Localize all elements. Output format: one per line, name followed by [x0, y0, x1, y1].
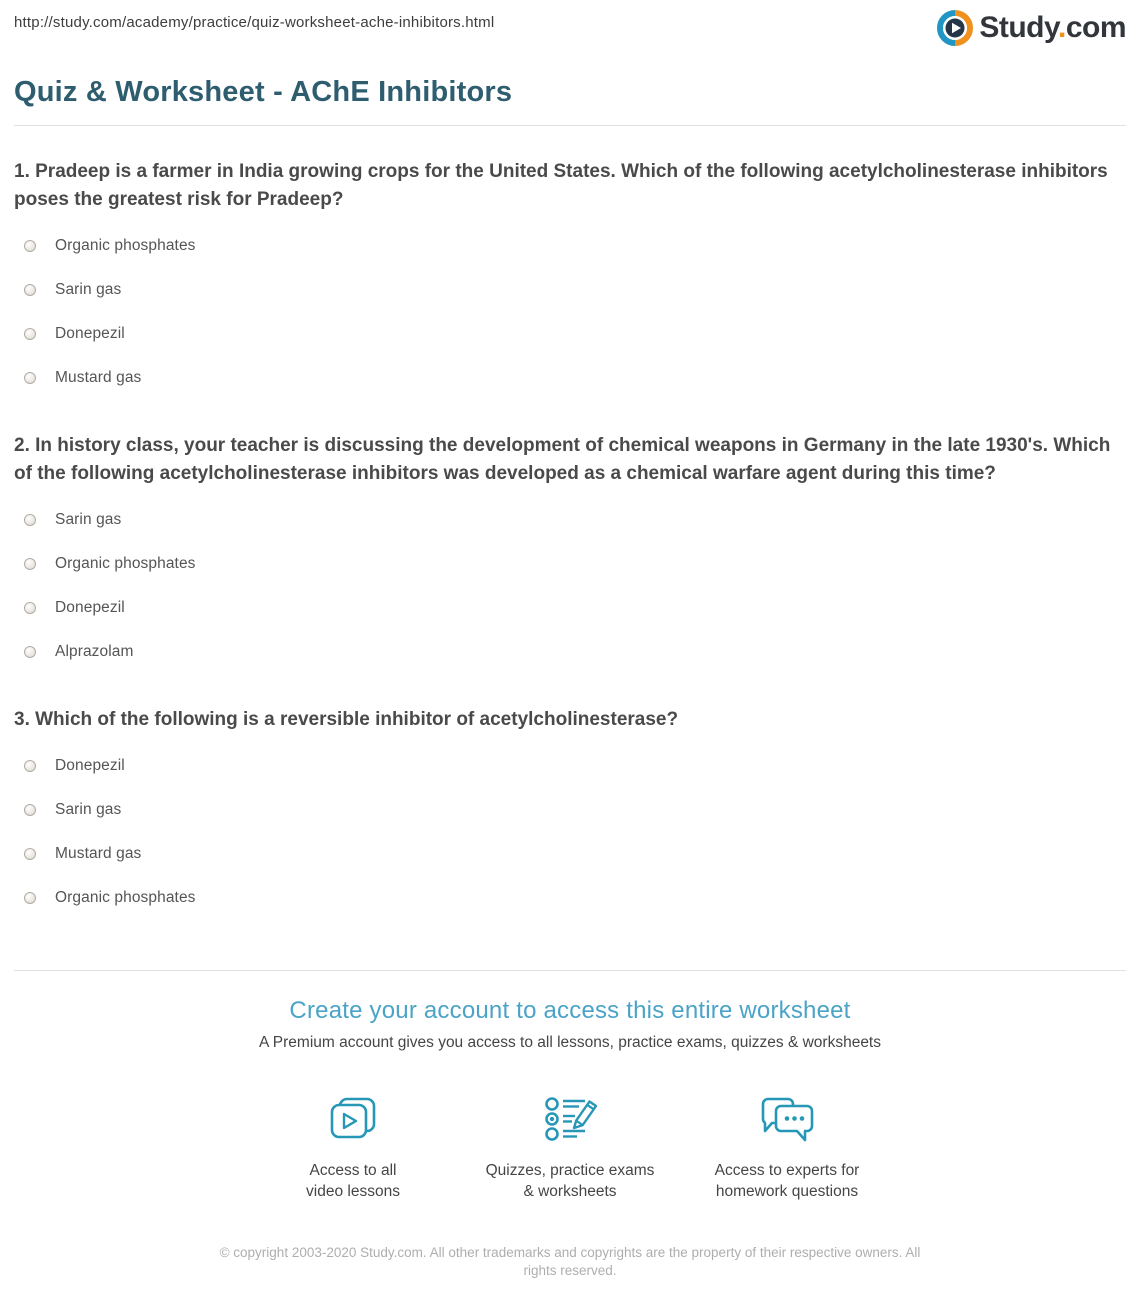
- quizzes-worksheets-icon: [541, 1090, 599, 1148]
- question-1: [14, 158, 1126, 400]
- question-3-options: [14, 744, 1126, 920]
- radio-button[interactable]: [24, 760, 36, 772]
- option-label[interactable]: Organic phosphates: [55, 555, 196, 572]
- question-3-text: 3. Which of the following is a reversible inhibitor of acetylcholinesterase?: [14, 709, 679, 730]
- option-label[interactable]: Organic phosphates: [55, 889, 196, 906]
- feature-label: Quizzes, practice exams & worksheets: [485, 1162, 655, 1200]
- copyright-text: © copyright 2003-2020 Study.com. All other trademarks and copyrights are the property of their respective owners. All rights reserved.: [219, 1245, 921, 1278]
- option-label[interactable]: Sarin gas: [55, 801, 122, 818]
- question-2-options: [14, 498, 1126, 674]
- option-row[interactable]: [14, 224, 1126, 268]
- option-row[interactable]: [14, 876, 1126, 920]
- question-1-text: 1. Pradeep is a farmer in India growing crops for the United States. Which of the following acetylcholinesterase inhibitors poses the greatest risk for Pradeep?: [14, 161, 1108, 210]
- question-2: [14, 432, 1126, 674]
- question-3: [14, 706, 1126, 920]
- option-row[interactable]: [14, 832, 1126, 876]
- title-divider: [14, 125, 1126, 126]
- radio-button[interactable]: [24, 892, 36, 904]
- feature-label: Access to all video lessons: [306, 1162, 400, 1200]
- question-1-options: [14, 224, 1126, 400]
- signup-divider: [14, 970, 1126, 971]
- radio-button[interactable]: [24, 646, 36, 658]
- option-label[interactable]: Mustard gas: [55, 845, 142, 862]
- feature-video-lessons: [245, 1090, 462, 1202]
- question-2-text: 2. In history class, your teacher is discussing the development of chemical weapons in Germany in the late 1930's. Which of the following acetylcholinesterase inhibitors was developed as a chemical warfare agent during this time?: [14, 435, 1111, 484]
- studycom-logo[interactable]: [937, 10, 1126, 46]
- option-row[interactable]: [14, 788, 1126, 832]
- radio-button[interactable]: [24, 284, 36, 296]
- feature-quizzes-worksheets: [462, 1090, 679, 1202]
- studycom-logo-icon: [937, 10, 973, 46]
- option-row[interactable]: [14, 498, 1126, 542]
- option-row[interactable]: [14, 744, 1126, 788]
- features-row: [14, 1090, 1126, 1202]
- option-label[interactable]: Mustard gas: [55, 369, 142, 386]
- option-label[interactable]: Alprazolam: [55, 643, 134, 660]
- radio-button[interactable]: [24, 804, 36, 816]
- video-lessons-icon: [325, 1090, 381, 1148]
- option-row[interactable]: [14, 312, 1126, 356]
- page-title: Quiz & Worksheet - AChE Inhibitors: [14, 76, 513, 108]
- option-label[interactable]: Donepezil: [55, 325, 125, 342]
- studycom-logo-text: Study.com: [979, 11, 1126, 44]
- page-url: http://study.com/academy/practice/quiz-worksheet-ache-inhibitors.html: [14, 14, 495, 31]
- radio-button[interactable]: [24, 602, 36, 614]
- option-label[interactable]: Sarin gas: [55, 281, 122, 298]
- option-label[interactable]: Donepezil: [55, 757, 125, 774]
- experts-chat-icon: [756, 1090, 818, 1148]
- option-label[interactable]: Organic phosphates: [55, 237, 196, 254]
- footer: [14, 1244, 1126, 1308]
- feature-label: Access to experts for homework questions: [714, 1162, 860, 1200]
- signup-subheading: A Premium account gives you access to all lessons, practice exams, quizzes & worksheets: [259, 1034, 881, 1051]
- option-row[interactable]: [14, 630, 1126, 674]
- radio-button[interactable]: [24, 372, 36, 384]
- radio-button[interactable]: [24, 558, 36, 570]
- header: [14, 0, 1126, 46]
- radio-button[interactable]: [24, 848, 36, 860]
- option-label[interactable]: Donepezil: [55, 599, 125, 616]
- option-row[interactable]: [14, 586, 1126, 630]
- signup-section: [14, 997, 1126, 1202]
- radio-button[interactable]: [24, 514, 36, 526]
- option-label[interactable]: Sarin gas: [55, 511, 122, 528]
- signup-heading: Create your account to access this entire worksheet: [289, 997, 851, 1024]
- radio-button[interactable]: [24, 240, 36, 252]
- feature-experts-chat: [679, 1090, 896, 1202]
- option-row[interactable]: [14, 356, 1126, 400]
- option-row[interactable]: [14, 268, 1126, 312]
- option-row[interactable]: [14, 542, 1126, 586]
- radio-button[interactable]: [24, 328, 36, 340]
